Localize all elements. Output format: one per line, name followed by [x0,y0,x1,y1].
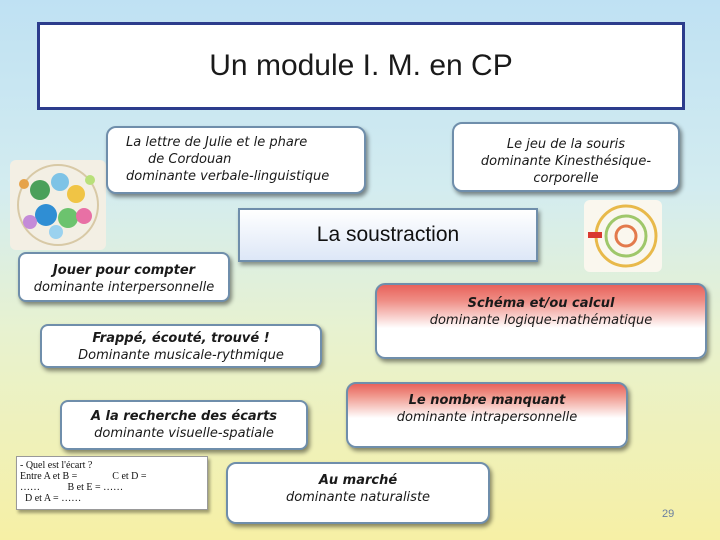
card-lettre-line1: La lettre de Julie et le phare [126,135,308,150]
card-lettre-line3: dominante verbale-linguistique [126,169,330,184]
card-lettre-line2: de Cordouan [148,152,232,167]
card-frappe-line2: Dominante musicale-rythmique [78,348,284,363]
card-schema-line2: dominante logique-mathématique [429,313,653,328]
card-recherche-line2: dominante visuelle-spatiale [94,426,274,441]
card-jouer-line1: Jouer pour compter [52,263,196,278]
card-marche-line2: dominante naturaliste [285,490,431,505]
card-frappe-ecoute [40,324,322,368]
card-souris-line2: dominante Kinesthésique- [480,154,652,169]
ecart-exercise-note: - Quel est l'écart ? Entre A et B = C et D = …… B et E = …… D et A = …… [16,456,208,510]
spiral-game-illustration [584,200,662,272]
card-lettre-julie [106,126,366,194]
page-number: 29 [662,508,675,520]
slide-title: Un module I. M. en CP [209,49,513,82]
card-nombre-manquant [346,382,628,448]
center-topic-label: La soustraction [316,223,460,246]
card-jouer-line2: dominante interpersonnelle [33,280,215,295]
card-souris-line3: corporelle [533,171,599,186]
card-jeu-souris [452,122,680,192]
card-schema-calcul [375,283,707,359]
card-jouer-compter [18,252,230,302]
card-recherche-ecarts [60,400,308,450]
center-topic-box [238,208,538,262]
card-nombre-line2: dominante intrapersonnelle [396,410,578,425]
mouse-game-illustration [10,160,106,250]
card-marche-line1: Au marché [318,473,398,488]
card-au-marche [226,462,490,524]
card-recherche-line1: A la recherche des écarts [90,409,278,424]
card-schema-line1: Schéma et/ou calcul [467,296,615,311]
card-frappe-line1: Frappé, écouté, trouvé ! [92,331,270,346]
slide-title-box [37,22,685,110]
card-nombre-line1: Le nombre manquant [408,393,566,408]
card-souris-line1: Le jeu de la souris [506,137,626,152]
